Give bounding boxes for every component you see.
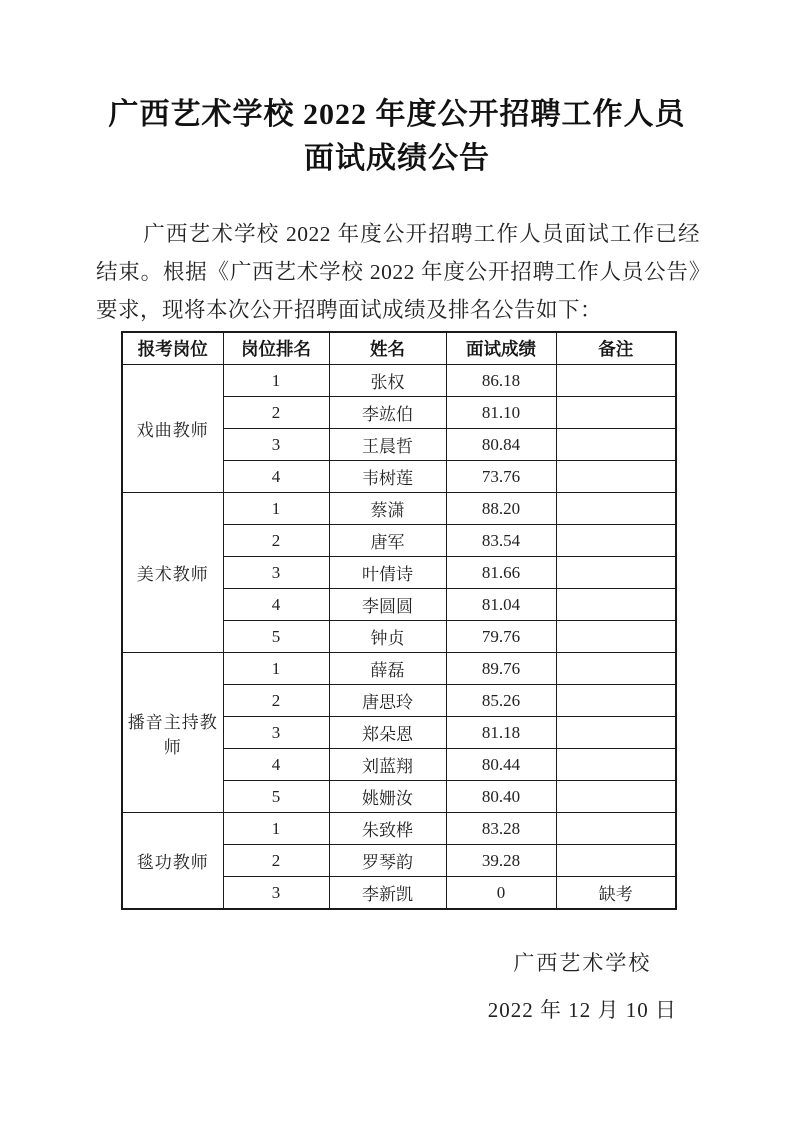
score-cell: 79.76 (446, 621, 556, 653)
announcement-paragraph: 广西艺术学校 2022 年度公开招聘工作人员面试工作已经结束。根据《广西艺术学校 2022 年度公开招聘工作人员公告》要求，现将本次公开招聘面试成绩及排名公告如下： (96, 222, 700, 322)
rank-cell: 2 (223, 397, 329, 429)
name-cell: 唐军 (329, 525, 446, 557)
score-cell: 88.20 (446, 493, 556, 525)
name-cell: 李圆圆 (329, 589, 446, 621)
score-cell: 80.40 (446, 781, 556, 813)
position-cell: 美术教师 (122, 493, 223, 653)
header-cell-2: 姓名 (329, 332, 446, 365)
rank-cell: 3 (223, 557, 329, 589)
name-cell: 王晨哲 (329, 429, 446, 461)
note-cell (556, 525, 676, 557)
rank-cell: 1 (223, 813, 329, 845)
score-cell: 83.54 (446, 525, 556, 557)
name-cell: 薛磊 (329, 653, 446, 685)
note-cell (556, 397, 676, 429)
score-cell: 81.18 (446, 717, 556, 749)
note-cell (556, 621, 676, 653)
table-row (122, 813, 676, 845)
rank-cell: 5 (223, 781, 329, 813)
name-cell: 钟贞 (329, 621, 446, 653)
score-cell: 81.66 (446, 557, 556, 589)
note-cell (556, 749, 676, 781)
name-cell: 张权 (329, 365, 446, 397)
scores-table-header (122, 332, 676, 365)
score-cell: 39.28 (446, 845, 556, 877)
rank-cell: 1 (223, 365, 329, 397)
table-row (122, 653, 676, 685)
name-cell: 郑朵恩 (329, 717, 446, 749)
rank-cell: 4 (223, 461, 329, 493)
name-cell: 韦树莲 (329, 461, 446, 493)
rank-cell: 2 (223, 525, 329, 557)
name-cell: 叶倩诗 (329, 557, 446, 589)
name-cell: 唐思玲 (329, 685, 446, 717)
rank-cell: 3 (223, 429, 329, 461)
position-cell: 播音主持教师 (122, 653, 223, 813)
rank-cell: 1 (223, 653, 329, 685)
score-cell: 80.84 (446, 429, 556, 461)
scores-table-body (122, 365, 676, 910)
header-row (122, 332, 676, 365)
score-cell: 89.76 (446, 653, 556, 685)
name-cell: 李新凯 (329, 877, 446, 910)
note-cell (556, 813, 676, 845)
score-cell: 0 (446, 877, 556, 910)
header-cell-4: 备注 (556, 332, 676, 365)
note-cell (556, 589, 676, 621)
note-cell: 缺考 (556, 877, 676, 910)
score-cell: 73.76 (446, 461, 556, 493)
name-cell: 蔡潇 (329, 493, 446, 525)
score-cell: 80.44 (446, 749, 556, 781)
header-cell-3: 面试成绩 (446, 332, 556, 365)
position-cell: 戏曲教师 (122, 365, 223, 493)
note-cell (556, 557, 676, 589)
note-cell (556, 717, 676, 749)
name-cell: 李竑伯 (329, 397, 446, 429)
note-cell (556, 493, 676, 525)
signature-date: 2022 年 12 月 10 日 (487, 998, 677, 1022)
note-cell (556, 365, 676, 397)
note-cell (556, 429, 676, 461)
header-cell-1: 岗位排名 (223, 332, 329, 365)
rank-cell: 3 (223, 717, 329, 749)
score-cell: 83.28 (446, 813, 556, 845)
note-cell (556, 685, 676, 717)
page-title-line-2: 面试成绩公告 (304, 142, 490, 175)
rank-cell: 1 (223, 493, 329, 525)
rank-cell: 2 (223, 845, 329, 877)
note-cell (556, 461, 676, 493)
table-row (122, 365, 676, 397)
position-cell: 毯功教师 (122, 813, 223, 910)
rank-cell: 3 (223, 877, 329, 910)
rank-cell: 4 (223, 749, 329, 781)
name-cell: 姚姗汝 (329, 781, 446, 813)
note-cell (556, 653, 676, 685)
note-cell (556, 845, 676, 877)
score-cell: 81.10 (446, 397, 556, 429)
page-title (60, 93, 734, 181)
table-row (122, 493, 676, 525)
header-cell-0: 报考岗位 (122, 332, 223, 365)
signature-org: 广西艺术学校 (513, 951, 652, 975)
score-cell: 85.26 (446, 685, 556, 717)
page-title-line-1: 广西艺术学校 2022 年度公开招聘工作人员 (108, 98, 686, 131)
note-cell (556, 781, 676, 813)
scores-table (121, 331, 677, 910)
rank-cell: 4 (223, 589, 329, 621)
name-cell: 朱致桦 (329, 813, 446, 845)
name-cell: 罗琴韵 (329, 845, 446, 877)
name-cell: 刘蓝翔 (329, 749, 446, 781)
score-cell: 81.04 (446, 589, 556, 621)
rank-cell: 5 (223, 621, 329, 653)
score-cell: 86.18 (446, 365, 556, 397)
signature-block (488, 948, 677, 1025)
rank-cell: 2 (223, 685, 329, 717)
